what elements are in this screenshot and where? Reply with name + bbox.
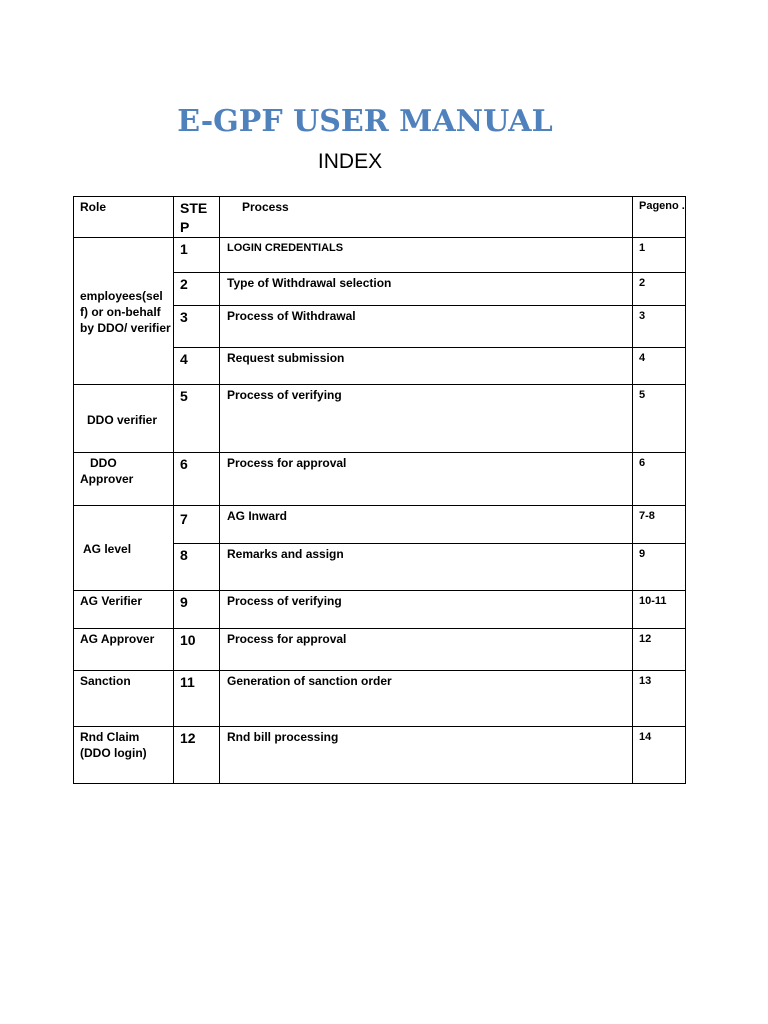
page-cell: 12 bbox=[633, 629, 686, 671]
index-table bbox=[73, 196, 686, 784]
step-cell: 5 bbox=[174, 385, 220, 453]
process-cell: Process of Withdrawal bbox=[220, 306, 633, 348]
step-cell: 12 bbox=[174, 727, 220, 784]
step-cell: 11 bbox=[174, 671, 220, 727]
step-cell: 2 bbox=[174, 273, 220, 306]
role-cell: AG Verifier bbox=[74, 591, 174, 629]
header-step: STE P bbox=[174, 197, 220, 238]
process-cell: LOGIN CREDENTIALS bbox=[220, 238, 633, 273]
step-cell: 10 bbox=[174, 629, 220, 671]
role-cell: Sanction bbox=[74, 671, 174, 727]
table-row bbox=[74, 453, 686, 506]
header-page: Pageno . bbox=[633, 197, 686, 238]
table-row bbox=[74, 506, 686, 544]
process-cell: Rnd bill processing bbox=[220, 727, 633, 784]
page-cell: 9 bbox=[633, 544, 686, 591]
role-cell bbox=[74, 727, 174, 784]
index-heading: INDEX bbox=[317, 150, 383, 173]
step-cell: 7 bbox=[174, 506, 220, 544]
process-cell: Remarks and assign bbox=[220, 544, 633, 591]
page-cell: 7-8 bbox=[633, 506, 686, 544]
step-cell: 1 bbox=[174, 238, 220, 273]
step-cell: 9 bbox=[174, 591, 220, 629]
role-cell: DDO verifier bbox=[74, 385, 174, 453]
role-cell bbox=[74, 238, 174, 385]
role-label: Rnd Claim (DDO login) bbox=[80, 730, 147, 760]
step-cell: 3 bbox=[174, 306, 220, 348]
table-row bbox=[74, 385, 686, 453]
table-row bbox=[74, 629, 686, 671]
role-cell bbox=[74, 453, 174, 506]
process-cell: Generation of sanction order bbox=[220, 671, 633, 727]
process-cell: Request submission bbox=[220, 348, 633, 385]
process-cell: Process for approval bbox=[220, 629, 633, 671]
step-cell: 6 bbox=[174, 453, 220, 506]
document-title: E-GPF USER MANUAL bbox=[177, 104, 553, 139]
step-cell: 8 bbox=[174, 544, 220, 591]
process-cell: Process of verifying bbox=[220, 385, 633, 453]
role-cell: AG Approver bbox=[74, 629, 174, 671]
header-role: Role bbox=[74, 197, 174, 238]
page-cell: 5 bbox=[633, 385, 686, 453]
process-cell: AG Inward bbox=[220, 506, 633, 544]
process-cell: Process of verifying bbox=[220, 591, 633, 629]
header-process: Process bbox=[220, 197, 633, 238]
process-cell: Process for approval bbox=[220, 453, 633, 506]
step-cell: 4 bbox=[174, 348, 220, 385]
table-header-row bbox=[74, 197, 686, 238]
table-row bbox=[74, 591, 686, 629]
page-cell: 2 bbox=[633, 273, 686, 306]
page-cell: 4 bbox=[633, 348, 686, 385]
role-label: DDO Approver bbox=[80, 456, 134, 486]
table-row bbox=[74, 727, 686, 784]
page-cell: 1 bbox=[633, 238, 686, 273]
table-row bbox=[74, 238, 686, 273]
page-cell: 3 bbox=[633, 306, 686, 348]
process-cell: Type of Withdrawal selection bbox=[220, 273, 633, 306]
page-cell: 13 bbox=[633, 671, 686, 727]
page-cell: 14 bbox=[633, 727, 686, 784]
page-cell: 10-11 bbox=[633, 591, 686, 629]
page-cell: 6 bbox=[633, 453, 686, 506]
role-cell: AG level bbox=[74, 506, 174, 591]
table-row bbox=[74, 671, 686, 727]
role-label: employees(sel f) or on-behalf by DDO/ verifier bbox=[80, 289, 171, 335]
